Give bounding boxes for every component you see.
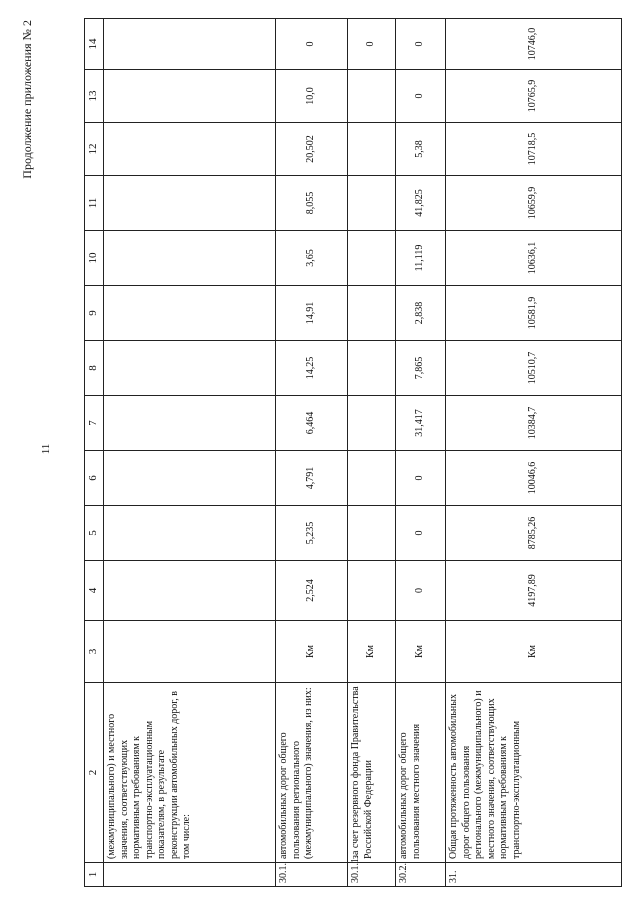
value-cell: 5,38 xyxy=(396,123,446,176)
table-row xyxy=(276,19,348,887)
header-cell: 11 xyxy=(85,176,104,231)
value-cell: 2,524 xyxy=(276,561,348,621)
row-unit: Км xyxy=(446,621,622,683)
header-cell: 7 xyxy=(85,396,104,451)
row-number: 30.1.1. xyxy=(348,863,396,887)
header-cell: 14 xyxy=(85,19,104,70)
row-description: за счет резервного фонда Правительства Российской Федерации xyxy=(348,683,396,863)
row-number: 30.2. xyxy=(396,863,446,887)
value-cell xyxy=(348,286,396,341)
table-header-row xyxy=(85,19,104,887)
value-cell: 2,838 xyxy=(396,286,446,341)
row-number: 31. xyxy=(446,863,622,887)
value-cell xyxy=(348,123,396,176)
row-number: 30.1. xyxy=(276,863,348,887)
value-cell: 0 xyxy=(396,19,446,70)
value-cell: 10765,9 xyxy=(446,70,622,123)
value-cell xyxy=(348,231,396,286)
value-cell xyxy=(348,176,396,231)
row-unit: Км xyxy=(396,621,446,683)
value-cell: 11,119 xyxy=(396,231,446,286)
value-cell xyxy=(104,19,276,70)
value-cell xyxy=(104,176,276,231)
value-cell: 10636,1 xyxy=(446,231,622,286)
header-cell: 12 xyxy=(85,123,104,176)
value-cell: 4197,89 xyxy=(446,561,622,621)
value-cell: 10384,7 xyxy=(446,396,622,451)
header-cell: 1 xyxy=(85,863,104,887)
value-cell: 31,417 xyxy=(396,396,446,451)
value-cell xyxy=(104,231,276,286)
value-cell xyxy=(348,561,396,621)
value-cell: 0 xyxy=(396,70,446,123)
table-row xyxy=(104,19,276,887)
value-cell: 3,65 xyxy=(276,231,348,286)
header-cell: 13 xyxy=(85,70,104,123)
value-cell: 10510,7 xyxy=(446,341,622,396)
value-cell: 41,825 xyxy=(396,176,446,231)
row-unit: Км xyxy=(348,621,396,683)
header-cell: 4 xyxy=(85,561,104,621)
header-cell: 8 xyxy=(85,341,104,396)
row-description: (межмуниципального) и местного значения, соответствующих нормативным требованиям к транспортно-эксплуатационным показателям, в результате реконструкции автомобильных дорог, в том числе: xyxy=(104,683,276,863)
value-cell xyxy=(104,123,276,176)
value-cell xyxy=(104,561,276,621)
page-number: 11 xyxy=(40,443,52,455)
row-unit xyxy=(104,621,276,683)
header-cell: 2 xyxy=(85,683,104,863)
header-cell: 9 xyxy=(85,286,104,341)
value-cell xyxy=(348,396,396,451)
value-cell: 0 xyxy=(396,451,446,506)
value-cell xyxy=(104,70,276,123)
value-cell xyxy=(104,341,276,396)
value-cell: 0 xyxy=(396,506,446,561)
value-cell xyxy=(104,506,276,561)
value-cell: 5,235 xyxy=(276,506,348,561)
value-cell: 8785,26 xyxy=(446,506,622,561)
table-row xyxy=(396,19,446,887)
header-cell: 3 xyxy=(85,621,104,683)
value-cell xyxy=(104,396,276,451)
value-cell: 10,0 xyxy=(276,70,348,123)
value-cell: 10746,0 xyxy=(446,19,622,70)
value-cell: 7,865 xyxy=(396,341,446,396)
value-cell: 6,464 xyxy=(276,396,348,451)
value-cell: 0 xyxy=(276,19,348,70)
value-cell: 10659,9 xyxy=(446,176,622,231)
value-cell: 10046,6 xyxy=(446,451,622,506)
continuation-title: Продолжение приложения № 2 xyxy=(20,20,34,179)
row-unit: Км xyxy=(276,621,348,683)
value-cell: 8,055 xyxy=(276,176,348,231)
value-cell xyxy=(348,451,396,506)
row-description: Общая протяженность автомобильных дорог общего пользования регионального (межмуниципального) и местного значения, соответствующих нормативным требованиям к транспортно-эксплуатационным xyxy=(446,683,622,863)
header-cell: 6 xyxy=(85,451,104,506)
value-cell xyxy=(104,286,276,341)
value-cell: 14,91 xyxy=(276,286,348,341)
header-cell: 5 xyxy=(85,506,104,561)
table-row xyxy=(446,19,622,887)
value-cell xyxy=(348,70,396,123)
indicators-table xyxy=(84,18,622,887)
value-cell: 10581,9 xyxy=(446,286,622,341)
value-cell: 10718,5 xyxy=(446,123,622,176)
value-cell: 0 xyxy=(396,561,446,621)
value-cell xyxy=(348,341,396,396)
row-description: автомобильных дорог общего пользования местного значения xyxy=(396,683,446,863)
value-cell: 14,25 xyxy=(276,341,348,396)
value-cell: 20,502 xyxy=(276,123,348,176)
table-row xyxy=(348,19,396,887)
value-cell xyxy=(348,506,396,561)
value-cell xyxy=(104,451,276,506)
row-number xyxy=(104,863,276,887)
value-cell: 4,791 xyxy=(276,451,348,506)
value-cell: 0 xyxy=(348,19,396,70)
header-cell: 10 xyxy=(85,231,104,286)
row-description: автомобильных дорог общего пользования регионального (межмуниципального) значения, из них: xyxy=(276,683,348,863)
